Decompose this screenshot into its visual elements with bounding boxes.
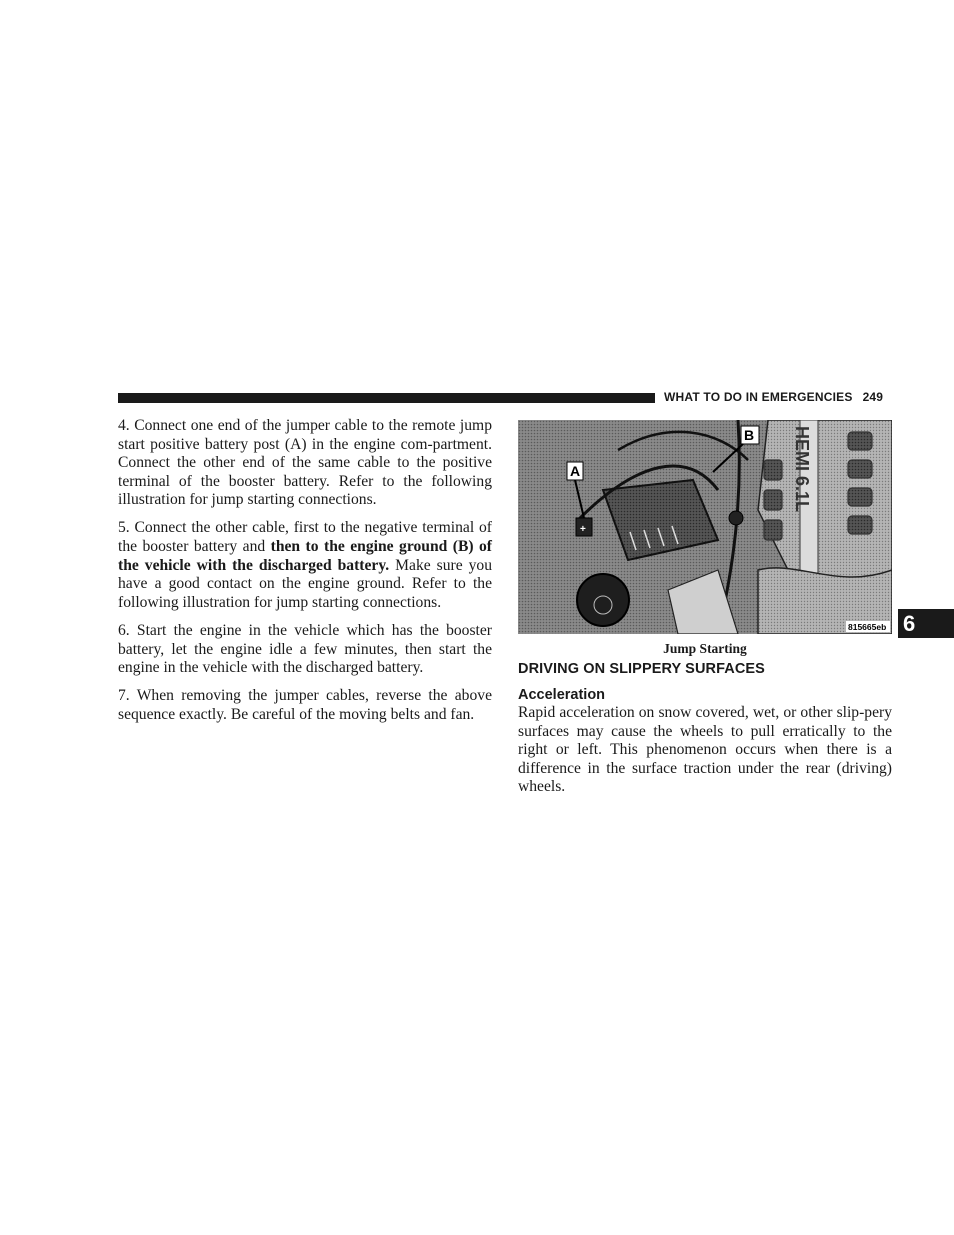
step-5-text-end: Make sure you have a good contact on the engine ground. Refer to the following illustration for jump starting connections.: [118, 556, 492, 611]
step-5-paragraph: [118, 519, 492, 612]
svg-text:+: +: [580, 524, 586, 535]
header-section-title: WHAT TO DO IN EMERGENCIES: [664, 390, 853, 404]
acceleration-paragraph: Rapid acceleration on snow covered, wet, or other slip-pery surfaces may cause the wheels to pull erratically to the right or left. This phenomenon occurs when there is a difference in the surface traction under the rear (driving) wheels.: [518, 704, 892, 796]
step-6-paragraph: 6. Start the engine in the vehicle which has the booster battery, let the engine idle a few minutes, then start the engine in the vehicle with the discharged battery.: [118, 621, 492, 677]
engine-bay-drawing: [518, 420, 892, 634]
left-column: [118, 417, 492, 734]
page-number: 249: [862, 390, 884, 404]
right-column: [518, 420, 892, 797]
engine-badge-text: HEMI 6.1L: [792, 426, 812, 513]
step-7-paragraph: 7. When removing the jumper cables, reverse the above sequence exactly. Be careful of the moving belts and fan.: [118, 687, 492, 723]
jump-starting-illustration: [518, 420, 892, 634]
running-header: [664, 390, 892, 404]
header-rule: [118, 393, 655, 403]
subsection-title: Acceleration: [518, 687, 606, 703]
step-5-bold-text: then to the engine ground (B) of the vehicle with the discharged battery.: [118, 538, 492, 574]
section-title: DRIVING ON SLIPPERY SURFACES: [518, 661, 765, 677]
figure-label-b: B: [744, 427, 755, 443]
figure-label-a: A: [570, 463, 581, 479]
chapter-tab: 6: [898, 609, 954, 638]
figure-code: 815665eb: [848, 622, 887, 632]
step-5-text-start: 5. Connect the other cable, first to the negative terminal of the booster battery and: [118, 519, 492, 556]
step-4-paragraph: 4. Connect one end of the jumper cable to the remote jump start positive battery post (A) in the engine com-partment. Connect the other end of the same cable to the positive terminal of the booster battery. Refer to the following illustration for jump starting connections.: [118, 417, 492, 509]
figure-caption: Jump Starting: [663, 641, 747, 656]
